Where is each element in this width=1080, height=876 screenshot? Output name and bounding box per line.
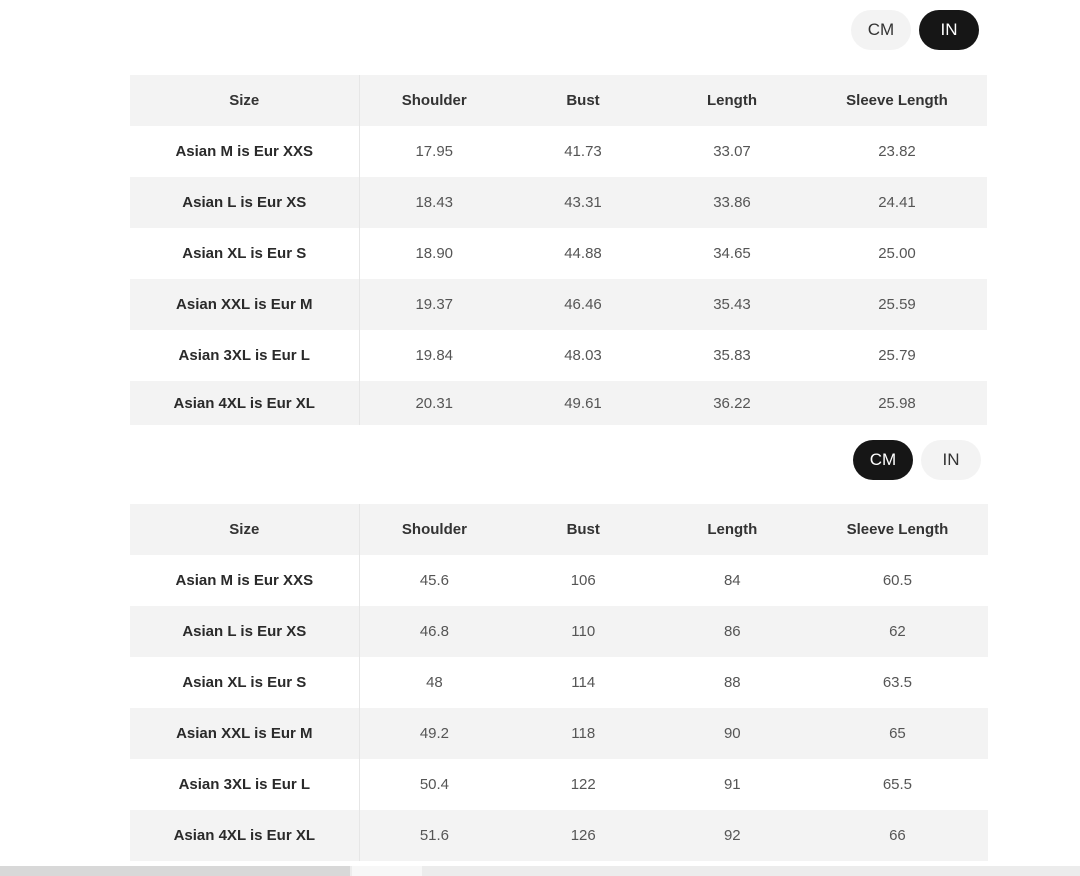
table-row — [130, 810, 988, 861]
sleeve-length-cell: 25.00 — [807, 228, 987, 279]
length-cell: 84 — [657, 555, 807, 606]
cropped-strip-gap — [352, 866, 422, 876]
size-chart-centimeters — [130, 504, 988, 861]
size-cell: Asian L is Eur XS — [130, 606, 359, 657]
cropped-strip-segment — [0, 866, 350, 876]
shoulder-cell: 17.95 — [359, 126, 509, 177]
table-header-row — [130, 75, 987, 126]
table-row — [130, 126, 987, 177]
sleeve-length-cell: 25.79 — [807, 330, 987, 381]
length-cell: 91 — [657, 759, 807, 810]
size-cell: Asian XXL is Eur M — [130, 708, 359, 759]
bust-cell: 106 — [509, 555, 657, 606]
table-row — [130, 228, 987, 279]
table-row — [130, 657, 988, 708]
column-header-shoulder: Shoulder — [359, 504, 509, 555]
table-row — [130, 555, 988, 606]
column-header-sleeve-length: Sleeve Length — [807, 75, 987, 126]
size-cell: Asian XL is Eur S — [130, 228, 359, 279]
shoulder-cell: 19.37 — [359, 279, 509, 330]
table-row — [130, 606, 988, 657]
length-cell: 90 — [657, 708, 807, 759]
size-cell: Asian 3XL is Eur L — [130, 759, 359, 810]
bust-cell: 41.73 — [509, 126, 657, 177]
column-header-sleeve-length: Sleeve Length — [807, 504, 987, 555]
bust-cell: 49.61 — [509, 381, 657, 425]
size-cell: Asian M is Eur XXS — [130, 126, 359, 177]
shoulder-cell: 19.84 — [359, 330, 509, 381]
column-header-size: Size — [130, 75, 359, 126]
sleeve-length-cell: 24.41 — [807, 177, 987, 228]
column-header-size: Size — [130, 504, 359, 555]
length-cell: 33.07 — [657, 126, 807, 177]
length-cell: 35.83 — [657, 330, 807, 381]
sleeve-length-cell: 60.5 — [807, 555, 987, 606]
table-row — [130, 330, 987, 381]
bust-cell: 110 — [509, 606, 657, 657]
sleeve-length-cell: 65.5 — [807, 759, 987, 810]
table-row — [130, 177, 987, 228]
bust-cell: 126 — [509, 810, 657, 861]
cm-unit-button[interactable]: CM — [851, 10, 911, 50]
size-cell: Asian 4XL is Eur XL — [130, 810, 359, 861]
sleeve-length-cell: 23.82 — [807, 126, 987, 177]
unit-toggle-inches — [851, 10, 979, 50]
bust-cell: 43.31 — [509, 177, 657, 228]
column-header-shoulder: Shoulder — [359, 75, 509, 126]
length-cell: 36.22 — [657, 381, 807, 425]
sleeve-length-cell: 63.5 — [807, 657, 987, 708]
unit-toggle-centimeters — [853, 440, 981, 480]
size-cell: Asian XL is Eur S — [130, 657, 359, 708]
length-cell: 34.65 — [657, 228, 807, 279]
shoulder-cell: 51.6 — [359, 810, 509, 861]
length-cell: 88 — [657, 657, 807, 708]
length-cell: 33.86 — [657, 177, 807, 228]
shoulder-cell: 20.31 — [359, 381, 509, 425]
shoulder-cell: 18.43 — [359, 177, 509, 228]
bust-cell: 118 — [509, 708, 657, 759]
in-unit-button[interactable]: IN — [919, 10, 979, 50]
column-header-length: Length — [657, 75, 807, 126]
size-chart-inches — [130, 75, 988, 425]
cropped-bottom-strip — [0, 866, 1080, 876]
table-header-row — [130, 504, 988, 555]
table-row — [130, 759, 988, 810]
shoulder-cell: 48 — [359, 657, 509, 708]
table-row — [130, 279, 987, 330]
bust-cell: 46.46 — [509, 279, 657, 330]
sleeve-length-cell: 25.59 — [807, 279, 987, 330]
size-cell: Asian M is Eur XXS — [130, 555, 359, 606]
cm-unit-button[interactable]: CM — [853, 440, 913, 480]
size-cell: Asian XXL is Eur M — [130, 279, 359, 330]
bust-cell: 48.03 — [509, 330, 657, 381]
table-row — [130, 381, 987, 425]
length-cell: 86 — [657, 606, 807, 657]
sleeve-length-cell: 25.98 — [807, 381, 987, 425]
column-header-length: Length — [657, 504, 807, 555]
shoulder-cell: 45.6 — [359, 555, 509, 606]
size-cell: Asian L is Eur XS — [130, 177, 359, 228]
column-header-bust: Bust — [509, 504, 657, 555]
shoulder-cell: 18.90 — [359, 228, 509, 279]
sleeve-length-cell: 65 — [807, 708, 987, 759]
table-row — [130, 708, 988, 759]
bust-cell: 122 — [509, 759, 657, 810]
shoulder-cell: 49.2 — [359, 708, 509, 759]
sleeve-length-cell: 66 — [807, 810, 987, 861]
length-cell: 35.43 — [657, 279, 807, 330]
shoulder-cell: 50.4 — [359, 759, 509, 810]
bust-cell: 44.88 — [509, 228, 657, 279]
sleeve-length-cell: 62 — [807, 606, 987, 657]
bust-cell: 114 — [509, 657, 657, 708]
size-cell: Asian 4XL is Eur XL — [130, 381, 359, 425]
column-header-bust: Bust — [509, 75, 657, 126]
shoulder-cell: 46.8 — [359, 606, 509, 657]
length-cell: 92 — [657, 810, 807, 861]
in-unit-button[interactable]: IN — [921, 440, 981, 480]
size-cell: Asian 3XL is Eur L — [130, 330, 359, 381]
